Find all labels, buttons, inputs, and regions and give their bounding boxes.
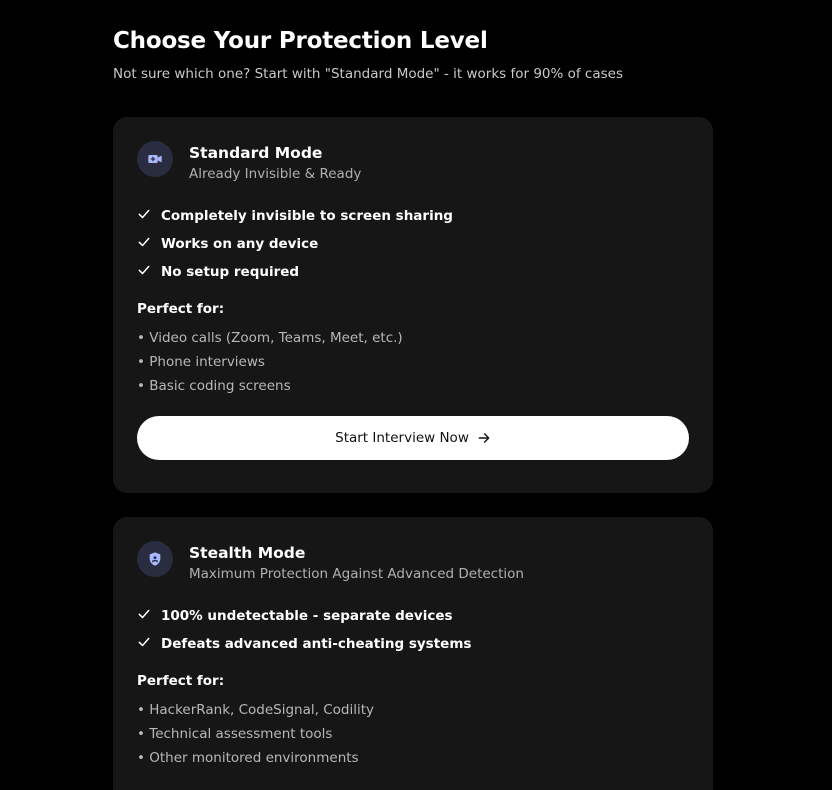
checkmark-icon [137,262,153,278]
perfect-for-label: Perfect for: [137,673,225,689]
use-case-item: • Other monitored environments [137,750,359,766]
standard-mode-title: Standard Mode [189,144,323,162]
video-camera-icon [137,141,173,177]
standard-mode-subtitle: Already Invisible & Ready [189,166,362,182]
checkmark-icon [137,606,153,622]
standard-use-cases [137,326,689,398]
page-title: Choose Your Protection Level [113,28,488,54]
checkmark-icon [137,234,153,250]
use-case-item: • HackerRank, CodeSignal, Codility [137,702,375,718]
stealth-mode-header [137,541,689,585]
start-interview-label: Start Interview Now [335,430,469,446]
use-case-item: • Phone interviews [137,354,265,370]
standard-feature-list [137,202,689,286]
standard-mode-card [113,117,713,493]
feature-item [137,230,689,258]
feature-label: No setup required [161,264,300,280]
shield-icon [137,541,173,577]
checkmark-icon [137,206,153,222]
stealth-feature-list [137,602,689,658]
feature-item [137,602,689,630]
use-case-item: • Basic coding screens [137,378,291,394]
start-interview-button[interactable] [137,416,689,460]
feature-item [137,202,689,230]
stealth-mode-card [113,517,713,790]
checkmark-icon [137,634,153,650]
standard-mode-header [137,141,689,185]
page-subtitle: Not sure which one? Start with "Standard Mode" - it works for 90% of cases [113,66,623,82]
feature-item [137,258,689,286]
feature-label: Defeats advanced anti-cheating systems [161,636,472,652]
stealth-mode-title: Stealth Mode [189,544,306,562]
feature-label: Works on any device [161,236,319,252]
feature-item [137,630,689,658]
use-case-item: • Technical assessment tools [137,726,333,742]
perfect-for-label: Perfect for: [137,301,225,317]
stealth-use-cases [137,698,689,770]
stealth-mode-subtitle: Maximum Protection Against Advanced Detection [189,566,524,582]
feature-label: Completely invisible to screen sharing [161,208,453,224]
arrow-right-icon [477,431,491,445]
use-case-item: • Video calls (Zoom, Teams, Meet, etc.) [137,330,403,346]
feature-label: 100% undetectable - separate devices [161,608,453,624]
